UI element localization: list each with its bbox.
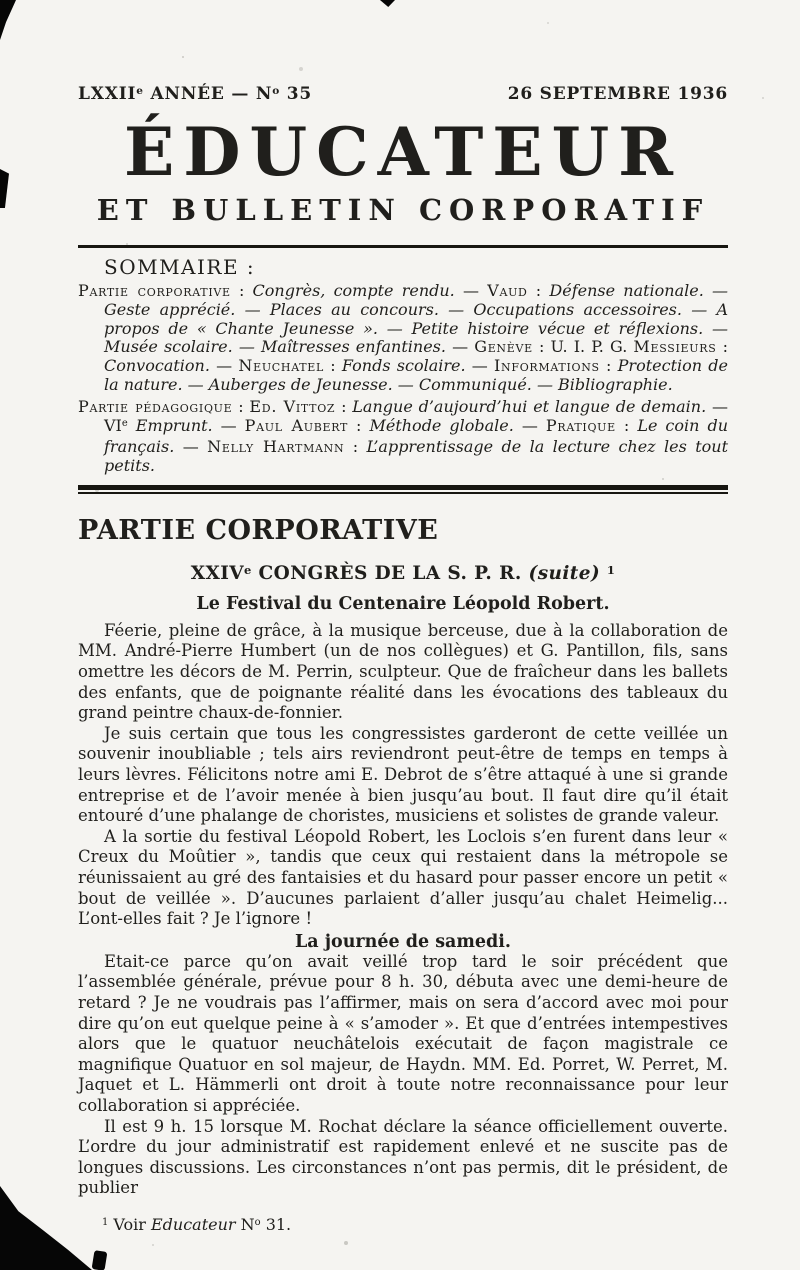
section-heading: PARTIE CORPORATIVE	[78, 514, 439, 546]
sommaire-entry-pedagogique: Partie pédagogique : Ed. Vittoz : Langue d’aujourd’hui et langue de demain. — VIe Emprunt. — Paul Aubert : Méthode globale. — Pratique : Le coin du français. — Nelly Hartmann : L’apprentissage de la lecture chez les tout petits.	[78, 396, 729, 476]
article-title: XXIVe CONGRÈS DE LA S. P. R. (suite) $^1$	[190, 563, 616, 585]
article-subtitle: Le Festival du Centenaire Léopold Robert.	[196, 593, 610, 614]
scan-artifact-top-left	[0, 0, 16, 40]
page-content	[78, 0, 728, 1237]
rule-divider-thin	[78, 492, 728, 494]
crosshead-samedi: La journée de samedi.	[294, 931, 512, 952]
masthead	[78, 84, 728, 225]
rule-divider-thick	[78, 485, 728, 490]
rule-top	[78, 245, 728, 248]
sommaire-label: SOMMAIRE :	[104, 255, 256, 279]
journal-subtitle: ET BULLETIN CORPORATIF	[96, 193, 710, 227]
article	[78, 514, 728, 1237]
paragraph-4: Etait-ce parce qu’on avait veillé trop tard le soir précédent que l’assemblée générale, prévue pour 8 h. 30, débuta avec une demi-heure de retard ? Je ne voudrais pas l’affirmer, mais on sera d’accord avec moi pour dire qu’on eut quelque peine à « s’amoder ». Et que d’entrées intempestives alors que le quatuor neuchâtelois exécutait de façon magistrale ce magnifique Quatuor en sol majeur, de Haydn. MM. Ed. Porret, W. Perret, M. Jaquet et L. Hämmerli ont droit à toute notre reconnaissance pour leur collaboration si appréciée.	[78, 951, 728, 1115]
volume-number: LXXIIe ANNÉE — $N^o$ 35	[78, 84, 313, 104]
footnote: $^1$ Voir Educateur $N^o$ 31.	[102, 1214, 292, 1234]
issue-date: 26 SEPTEMBRE 1936	[507, 84, 728, 104]
scan-artifact-left-edge	[0, 169, 9, 208]
sommaire-entry-corporative: Partie corporative : Congrès, compte rendu. — Vaud : Défense nationale. — Geste apprécié. — Places au concours. — Occupations accessoires. — A propos de « Chante Jeunesse ». — Petite histoire vécue et réflexions. — Musée scolaire. — Maîtresses enfantines. — Genève : U. I. P. G. Messieurs : Convocation. — Neuchatel : Fonds scolaire. — Informations : Protection de la nature. — Auberges de Jeunesse. — Communiqué. — Bibliographie.	[78, 281, 729, 394]
paragraph-3: A la sortie du festival Léopold Robert, les Loclois s’en furent dans leur « Creux du Moûtier », tandis que ceux qui restaient dans la métropole se réunissaient au gré des fantaisies et du hasard pour passer encore un petit « bout de veillée ». D’aucunes parlaient d’aller jusqu’au chalet Heimelig... L’ont-elles fait ? Je l’ignore !	[78, 826, 728, 929]
sommaire-section	[78, 255, 728, 476]
scan-artifact-bottom-blob	[92, 1250, 108, 1270]
journal-title: ÉDUCATEUR	[123, 113, 683, 191]
issue-row	[78, 84, 728, 104]
paragraph-2: Je suis certain que tous les congressistes garderont de cette veillée un souvenir inoubliable ; tels airs reviendront peut-être de temps en temps à leurs lèvres. Félicitons notre ami E. Debrot de s’être attaqué à une si grande entreprise et de l’avoir menée à bien jusqu’au bout. Il faut dire qu’il était entouré d’une phalange de choristes, musiciens et solistes de grande valeur.	[78, 723, 728, 826]
paragraph-5: Il est 9 h. 15 lorsque M. Rochat déclare la séance officiellement ouverte. L’ordre du jour administratif est rapidement enlevé et ne suscite pas de longues discussions. Les circonstances n’ont pas permis, dit le président, de publier	[78, 1116, 728, 1198]
paragraph-1: Féerie, pleine de grâce, à la musique berceuse, due à la collaboration de MM. André-Pierre Humbert (un de nos collègues) et G. Pantillon, fils, sans omettre les décors de M. Perrin, sculpteur. Que de fraîcheur dans les ballets des enfants, que de poignante réalité dans les évocations des tableaux du grand peintre chaux-de-fonnier.	[78, 620, 728, 723]
rule-divider	[78, 485, 728, 494]
